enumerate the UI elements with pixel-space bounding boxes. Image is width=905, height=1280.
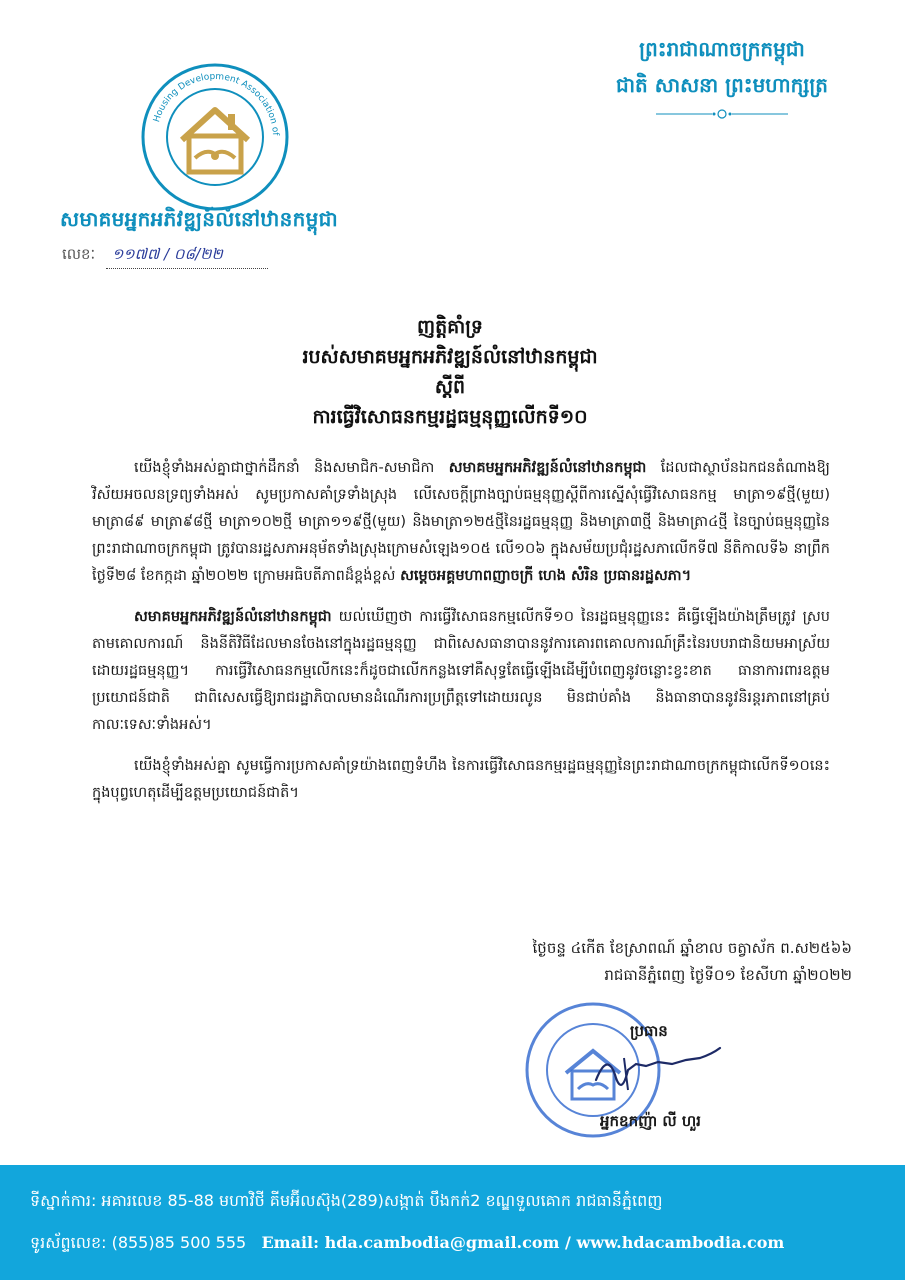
paragraph-3 [92, 753, 830, 807]
logo-arc-text: Housing Development Association of [152, 71, 280, 136]
title-line3: ស្តីពី [434, 376, 466, 398]
lunar-date: ថ្ងៃចន្ទ ៤កើត ខែស្រាពណ៍ ឆ្នាំខាល ចត្វាស័ក ព.ស២៥៦៦ [532, 939, 852, 957]
p1-org-name: សមាគមអ្នកអភិវឌ្ឍន៍លំនៅឋានកម្ពុជា [448, 460, 647, 476]
p1-start: យើងខ្ញុំទាំងអស់គ្នាជាថ្នាក់ដឹកនាំ និងសមាជិក-សមាជិកា [134, 460, 449, 476]
hda-logo [140, 62, 290, 212]
p2-rest: យល់ឃើញថា ការធ្វើវិសោធនកម្មលើកទី១០ នៃរដ្ឋធម្មនុញ្ញនេះ គឺធ្វើឡើងយ៉ាងត្រឹមត្រូវ ស្របតាមគោលការណ៍ និងនីតិវិធីដែលមានចែងនៅក្នុងរដ្ឋធម្មនុញ្ញ ជាពិសេសធានាបាននូវការគោរពគោលការណ៍គ្រឹះនៃរបបរាជានិយមអាស្រ័យដោយរដ្ឋធម្មនុញ្ញ។ ការធ្វើវិសោធនកម្មលើកនេះក៏ដូចជាលើកកន្លងទៅគឺសុទ្ធតែធ្វើឡើងដើម្បីបំពេញនូវចន្លោះខ្វះខាត ធានាការពារឧត្តមប្រយោជន៍ជាតិ ជាពិសេសធ្វើឱ្យរាជរដ្ឋាភិបាលមានដំណើរការប្រព្រឹត្តទៅដោយរលូន មិនជាប់គាំង និងធានាបាននូវនិរន្តរភាពនៅគ្រប់កាលៈទេសៈទាំងអស់។ [92, 609, 830, 733]
petition-body [92, 455, 830, 807]
ornament-divider [592, 108, 852, 123]
p1-speaker: សម្តេចអគ្គមហាពញាចក្រី ហេង សំរិន ប្រធានរដ្ឋសភា។ [400, 568, 692, 584]
phone-label: ទូរស័ព្ទលេខ: [30, 1233, 112, 1252]
title-line1: ញត្តិគាំទ្រ [417, 316, 483, 338]
title-line2: របស់សមាគមអ្នកអភិវឌ្ឍន៍លំនៅឋានកម្ពុជា [302, 346, 598, 368]
reference-number: ១១៧៧ / ០៨/២២ [106, 245, 268, 269]
date-block [420, 935, 852, 989]
footer-bar [0, 1165, 905, 1280]
phone-number: (855)85 500 555 [111, 1233, 247, 1252]
email-label: Email: [261, 1233, 325, 1252]
contact-separator: / [559, 1233, 577, 1252]
reference-label: លេខៈ [62, 245, 96, 263]
footer-address: ទីស្នាក់ការ: អគារលេខ 85-88 មហាវិថី គីមអ៊ីលស៊ុង(289)សង្កាត់ បឹងកក់2 ខណ្ឌទួលគោក រាជធានីភ្នំពេញ [30, 1191, 663, 1210]
paragraph-1 [92, 455, 830, 590]
kingdom-line2: ជាតិ សាសនា ព្រះមហាក្សត្រ [616, 73, 828, 97]
petition-title [150, 312, 750, 432]
handwritten-signature [588, 1040, 728, 1100]
website-link[interactable]: www.hdacambodia.com [576, 1233, 785, 1252]
president-label: ប្រធាន [630, 1022, 668, 1040]
signer-name: អ្នកឧកញ៉ា លី ហួរ [600, 1112, 701, 1130]
reference-number-line [62, 245, 268, 269]
solar-date: រាជធានីភ្នំពេញ ថ្ងៃទី០១ ខែសីហា ឆ្នាំ២០២២ [604, 966, 852, 984]
email-link[interactable]: hda.cambodia@gmail.com [324, 1233, 560, 1252]
title-line4: ការធ្វើវិសោធនកម្មរដ្ឋធម្មនុញ្ញលើកទី១០ [312, 406, 588, 428]
paragraph-2 [92, 604, 830, 739]
p3-text: យើងខ្ញុំទាំងអស់គ្នា សូមធ្វើការប្រកាសគាំទ្រយ៉ាងពេញទំហឹង នៃការធ្វើវិសោធនកម្មរដ្ឋធម្មនុញ្ញនៃព្រះរាជាណាចក្រកម្ពុជាលើកទី១០នេះ ក្នុងបុព្វហេតុដើម្បីឧត្តមប្រយោជន៍ជាតិ។ [92, 758, 830, 801]
p2-org-name: សមាគមអ្នកអភិវឌ្ឍន៍លំនៅឋានកម្ពុជា [134, 609, 332, 625]
kingdom-motto [592, 36, 852, 123]
footer-contact [30, 1232, 784, 1256]
p1-middle: ដែលជាស្ថាប័នឯកជនតំណាងឱ្យវិស័យអចលនទ្រព្យទាំងអស់ សូមប្រកាសគាំទ្រទាំងស្រុង លើសេចក្តីព្រាងច្បាប់ធម្មនុញ្ញស្តីពីការស្នើសុំធ្វើវិសោធនកម្ម មាត្រា១៩ថ្មី(មួយ) មាត្រា៨៩ មាត្រា៩៨ថ្មី មាត្រា១០២ថ្មី មាត្រា១១៩ថ្មី(មួយ) និងមាត្រា១២៥ថ្មីនៃរដ្ឋធម្មនុញ្ញ និងមាត្រា៣ថ្មី និងមាត្រា៤ថ្មី នៃច្បាប់ធម្មនុញ្ញនៃព្រះរាជាណាចក្រកម្ពុជា ត្រូវបានរដ្ឋសភាអនុម័តទាំងស្រុងក្រោមសំឡេង១០៥ លើ១០៦ ក្នុងសម័យប្រជុំរដ្ឋសភាលើកទី៧ នីតិកាលទី៦ នាព្រឹកថ្ងៃទី២៨ ខែកក្កដា ឆ្នាំ២០២២ ក្រោមអធិបតីភាពដ៏ខ្ពង់ខ្ពស់ [92, 460, 830, 584]
kingdom-line1: ព្រះរាជាណាចក្រកម្ពុជា [639, 37, 805, 61]
organization-name: សមាគមអ្នកអភិវឌ្ឍន៍លំនៅឋានកម្ពុជា [60, 207, 338, 231]
